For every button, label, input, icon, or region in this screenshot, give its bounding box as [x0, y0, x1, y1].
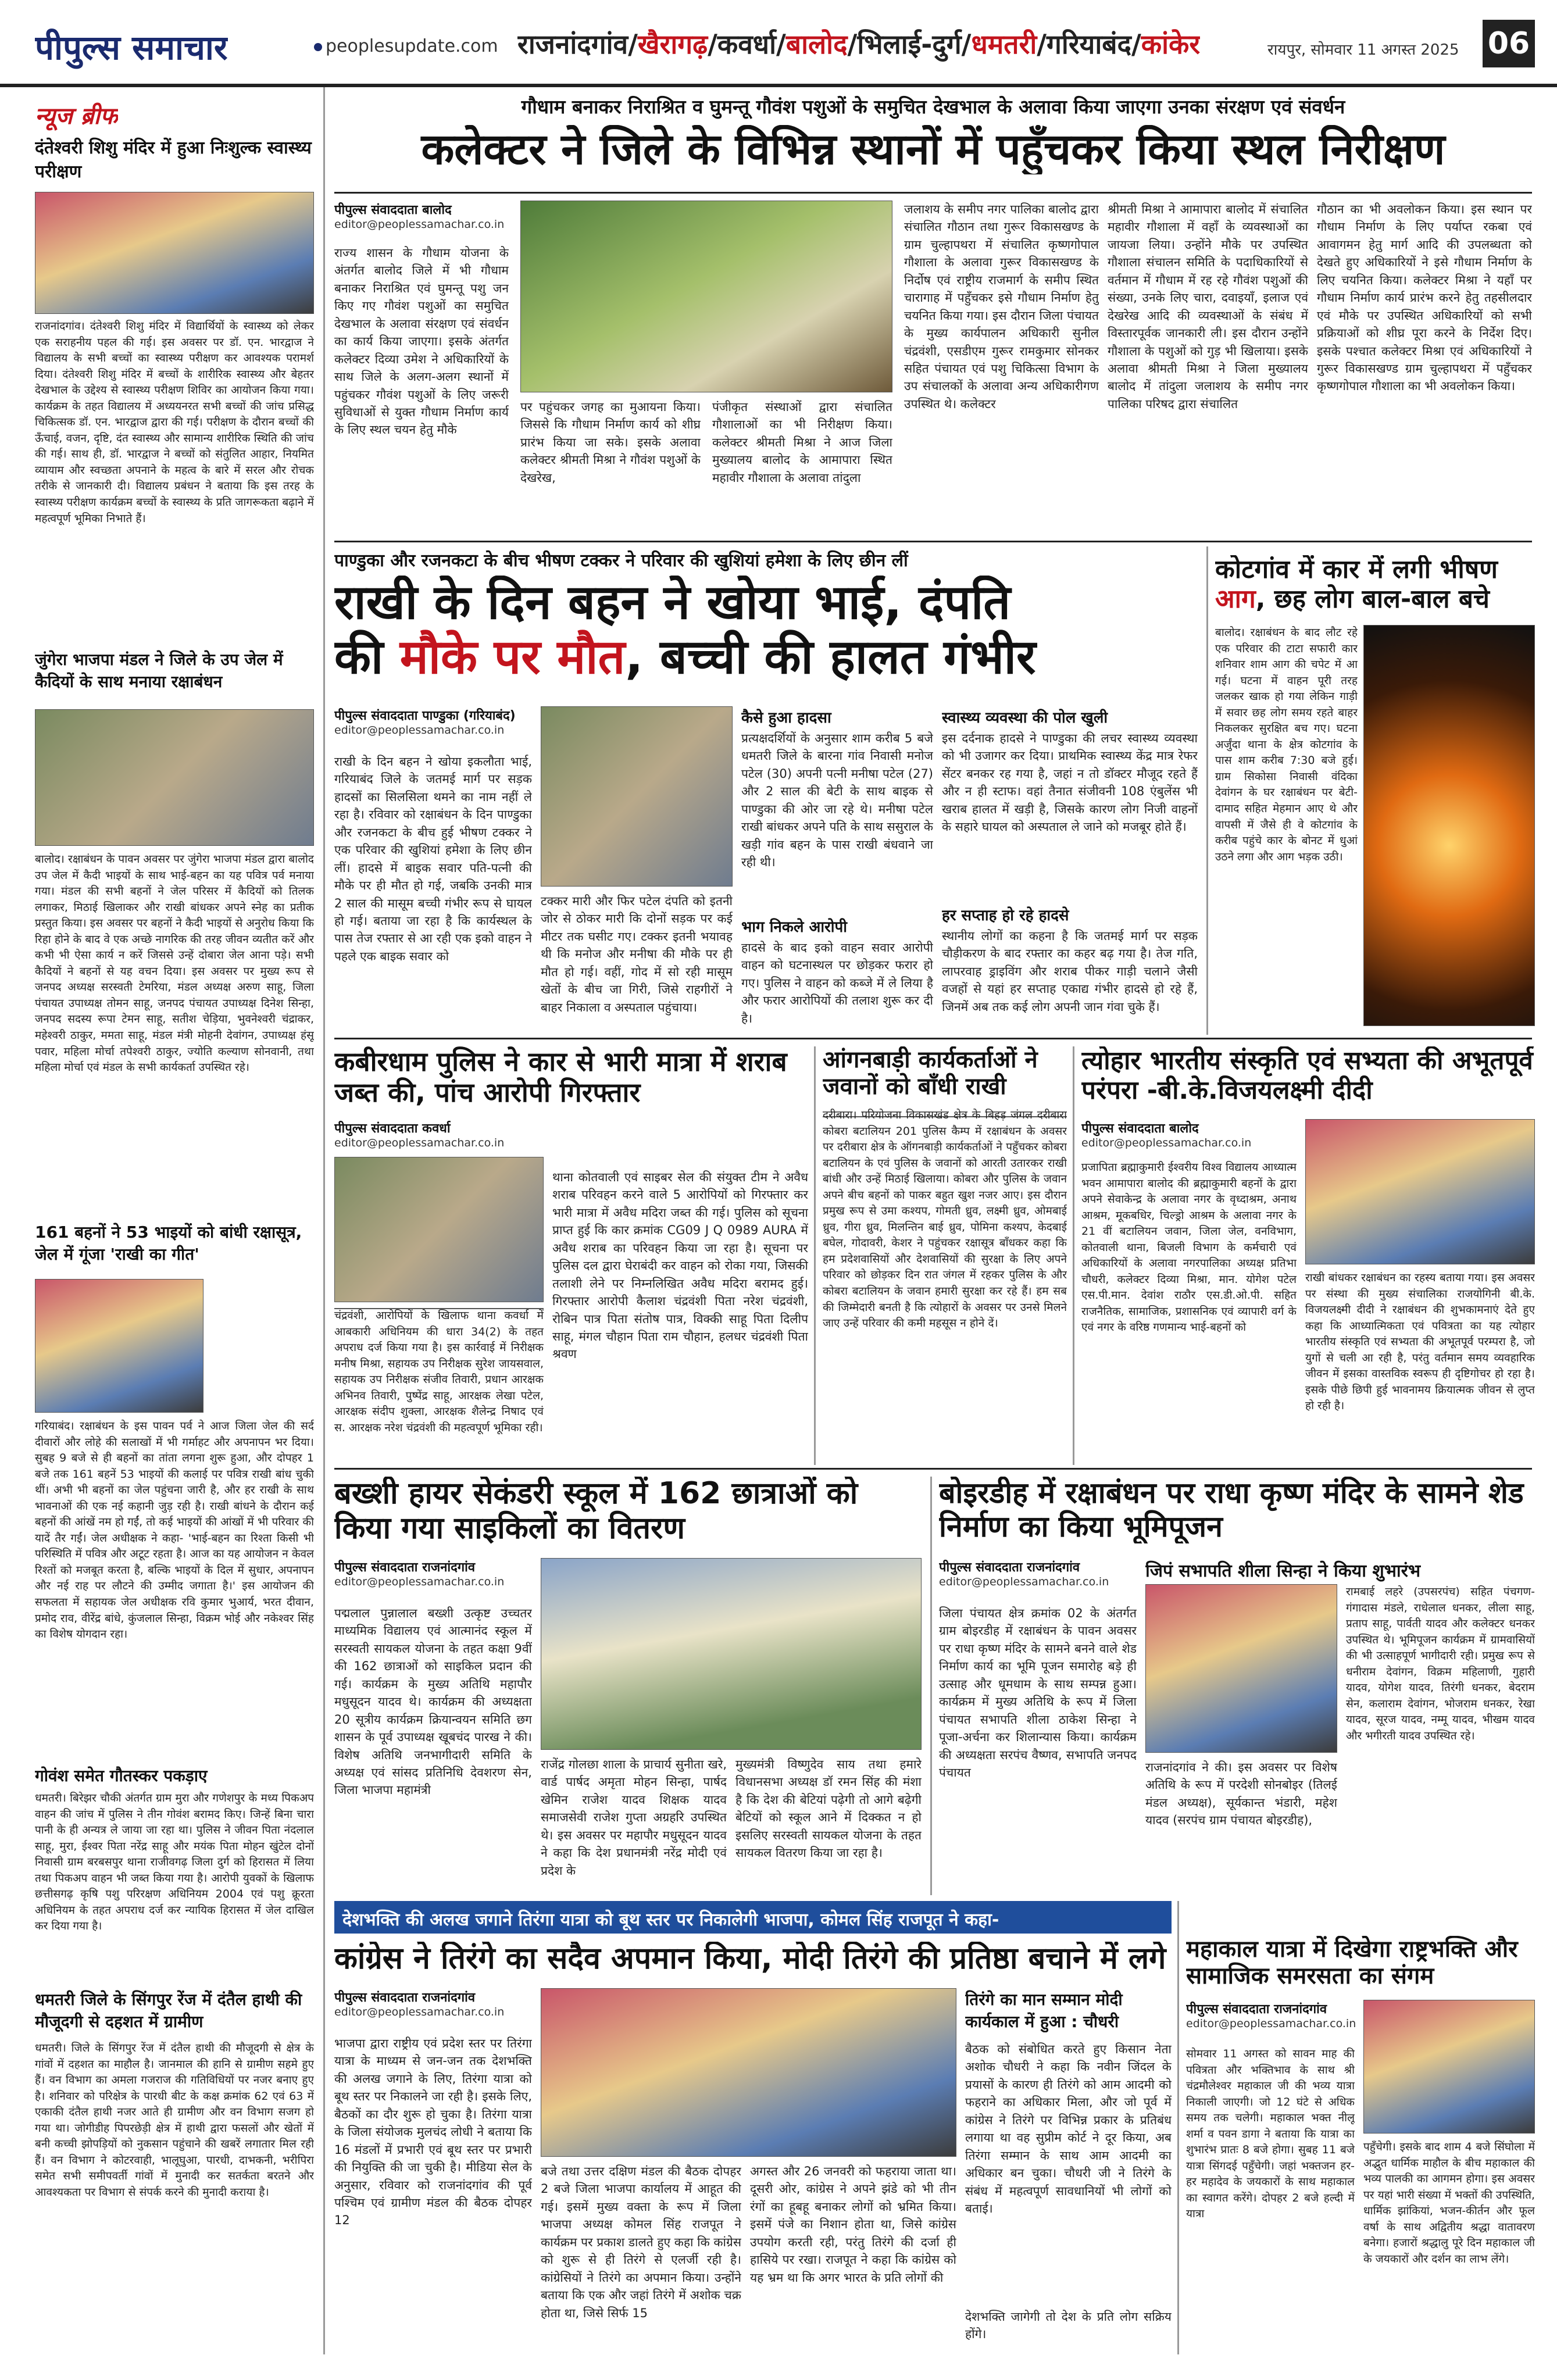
headline-highlight: मौके पर मौत [399, 630, 626, 685]
city: /कवर्धा/ [708, 28, 786, 60]
website-url[interactable] [314, 36, 498, 56]
story-column: राज्य शासन के गौधाम योजना के अंतर्गत बालोद जिले में भी गौधाम बनाकर निराश्रित एवं घुमन्तू पशु जन किए गए गौवंश पशुओं का समुचित देखभाल के अलावा संरक्षण एवं संवर्धन का कार्य किया जाएगा। इसके अंतर्गत कलेक्टर दिव्या उमेश ने अधिकारियों के साथ जिले के अलग-अलग स्थानों में पहुंचकर गौवंश पशुओं के लिए जरूरी सुविधाओं से युक्त गौधाम निर्माण कार्य के लिए स्थल चयन हेतु मौके [334, 246, 509, 437]
story-headline: आंगनबाड़ी कार्यकर्ताओं ने जवानों को बाँधी राखी [823, 1046, 1038, 1100]
byline-text: पीपुल्स संवाददाता राजनांदगांव [939, 1560, 1080, 1575]
story-column: गौठान का भी अवलोकन किया। इस स्थान पर गौधाम निर्माण के लिए पर्याप्त रकबा एवं आवागमन हेतु मार्ग आदि की उपलब्धता को देखते हुए अधिकारियों ने इसे गौधाम निर्माण के लिए चयनित किया। कलेक्टर मिश्रा ने यहाँ पर गौधाम निर्माण कार्य प्रारंभ करने हेतु तहसीलदार एवं मौके पर उपस्थित अधिकारियों को सभी प्रक्रियाओं को शीघ्र पूरा करने के निर्देश दिए। इसके पश्चात कलेक्टर मिश्रा एवं अधिकारियों ने गुरूर विकासखण्ड ग्राम चुल्हापथरा में पहुँचकर कृष्णगोपाल गौशाला का भी अवलोकन किया। [1317, 202, 1532, 394]
subheading: तिरंगे का मान सम्मान मोदी कार्यकाल में हुआ : चौधरी [965, 1990, 1123, 2031]
byline-email[interactable]: editor@peoplessamachar.co.in [1186, 2017, 1356, 2030]
byline [334, 1119, 660, 1149]
story-headline [334, 576, 1206, 685]
bjp-meeting-photo [541, 1988, 956, 2157]
story-column: बैठक को संबोधित करते हुए किसान नेता अशोक चौधरी ने कहा कि नवीन जिंदल के प्रयासों के कारण ही तिरंगे को आम आदमी को फहराने का अधिकार मिला, और जो पूर्व में कांग्रेस ने तिरंगे पर विभिन्न प्रकार के प्रतिबंध लगाया था वह सुप्रीम कोर्ट ने दूर किया, अब तिरंगा सम्मान के साथ आम आदमी का अधिकार बन चुका। चौधरी जी ने तिरंगे के संबंध में महत्वपूर्ण सावधानियों भी लोगों को बताई। [965, 2042, 1172, 2215]
byline-text: पीपुल्स संवाददाता कवर्धा [334, 1121, 451, 1136]
byline-text: पीपुल्स संवाददाता राजनांदगांव [334, 1560, 476, 1575]
byline [939, 1558, 1137, 1588]
city: खैरागढ़ [637, 28, 708, 60]
story-column: स्थानीय लोगों का कहना है कि जतमई मार्ग पर सड़क चौड़ीकरण के बाद रफ्तार का कहर बढ़ गया है। तेज गति, लापरवाह ड्राइविंग और शराब पीकर गाड़ी चलाने जैसी वजहों से यहां हर सप्ताह एकाद्य गंभीर हादसे हो रहे हैं, जिनमें अब तक कई लोग अपनी जान गंवा चुके हैं। [942, 929, 1198, 1014]
headline-part: , छह लोग बाल-बाल बचे [1255, 584, 1490, 614]
story-column: दरीबारा। परियोजना विकासखंड क्षेत्र के बिहड़ जंगल दरीबारा कोबरा बटालियन 201 पुलिस कैम्प में रक्षाबंधन के अवसर पर दरीबारा क्षेत्र के ऑगनबाड़ी कार्यकर्ताओं ने पहुँचकर कोबरा बटालियन के एवं पुलिस के जवानों को आरती उतारकर राखी बांधी और उन्हें मिठाई खिलाया। कोबरा और पुलिस के जवान अपने बीच बहनों को पाकर बहुत खुश नजर आए। इस दौरान प्रमुख रूप से उमा कश्यप, गोमती ध्रुव, लक्ष्मी ध्रुव, ओमबाई ध्रुव, गीरा ध्रुव, मिलन्तिन बाई ध्रुव, पोमिना कश्यप, केदबाई बघेल, गोदावरी, केशर ने पहुंचकर रक्षासूत्र बाँधकर कहा कि हम प्रदेशवासियों और देशवासियों की सुरक्षा के लिए अपने परिवार को छोड़कर दिन रात जंगल में रहकर पुलिस के और कोबरा बटालियन के जवान हमारी सुरक्षा कर रहे हैं। हम सब की जिम्मेदारी बनती है कि त्योहारों के अवसर पर उनसे मिलने जाए उन्हें परिवार की कमी महसूस न होने दें। [823, 1109, 1067, 1330]
story-column: पंजीकृत संस्थाओं द्वारा संचालित गौशालाओं का भी निरीक्षण किया। कलेक्टर श्रीमती मिश्रा ने आज जिला मुख्यालय बालोद के आमापारा स्थित महावीर गौशाला के अलावा तांदुला [712, 400, 892, 485]
story-column: पहुँचेगी। इसके बाद शाम 4 बजे सिंघोला में अद्भुत धार्मिक माहौल के बीच महाकाल की भव्य पालकी का आगमन होगा। इस अवसर पर यहां भारी संख्या में भक्तों की उपस्थिति, धार्मिक झांकियां, भजन-कीर्तन और फूल वर्षा के साथ अद्वितीय श्रद्धा वातावरण बनेगा। हजारों श्रद्धालु पूरे दिन महाकाल जी के जयकारों और दर्शन का लाभ लेंगे। [1363, 2140, 1535, 2265]
headline-part: कोटगांव में कार में लगी भीषण [1215, 555, 1498, 584]
byline [334, 1988, 532, 2018]
byline-email[interactable]: editor@peoplessamachar.co.in [334, 218, 505, 231]
headline-part: , बच्ची की हालत गंभीर [625, 630, 1036, 685]
story-kicker: गौधाम बनाकर निराश्रित व घुमन्तू गौवंश पशुओं के समुचित देखभाल के अलावा किया जाएगा उनका संरक्षण एवं संवर्धन [521, 95, 1345, 118]
collector-inspection-photo [520, 201, 892, 392]
story-column: जिला पंचायत क्षेत्र क्रमांक 02 के अंतर्गत ग्राम बोइरडीह में रक्षाबंधन के पावन अवसर पर राधा कृष्ण मंदिर के सामने बनने वाले शेड निर्माण कार्य का भूमि पूजन समारोह बड़े ही उत्साह और धूमधाम के साथ सम्पन्न हुआ। कार्यक्रम में मुख्य अतिथि के रूप में जिला पंचायत सभापति शीला ठाकेश सिन्हा ने पूजा-अर्चना कर शिलान्यास किया। कार्यक्रम की अध्यक्षता सरपंच वैष्णव, सभापति जनपद पंचायत [939, 1606, 1137, 1779]
byline-email[interactable]: editor@peoplessamachar.co.in [334, 2006, 505, 2018]
byline [334, 706, 532, 737]
city: धमतरी [971, 28, 1037, 60]
byline [334, 1558, 532, 1588]
brief-headline: गोवंश समेत गौतस्कर पकड़ाए [35, 1766, 208, 1785]
byline [334, 201, 509, 231]
story-column: थाना कोतवाली एवं साइबर सेल की संयुक्त टीम ने अवैध शराब परिवहन करने वाले 5 आरोपियों को गिरफ्तार कर भारी मात्रा में अवैध मदिरा जब्त की गई। पुलिस को सूचना प्राप्त हुई कि कार क्रमांक CG09 J Q 0989 AURA में अवैध शराब का परिवहन किया जा रहा है। सूचना पर पुलिस दल द्वारा घेराबंदी कर वाहन को रोका गया, जिसकी तलाशी लेने पर निम्नलिखित अवैध मदिरा बरामद हुई। गिरफ्तार आरोपी कैलाश चंद्रवंशी पिता नरेश चंद्रवंशी, रोबिन पात्र पिता संतोष पात्र, विक्की साहू पिता दिलीप साहू, मंगल चौहान पिता राम चौहान, हलधर चंद्रवंशी पिता श्रवण [552, 1170, 808, 1361]
cycle-distribution-photo [541, 1558, 922, 1750]
brief-text: धमतरी। बिरेझर चौकी अंतर्गत ग्राम मुरा और गणेशपुर के मध्य पिकअप वाहन की जांच में पुलिस ने तीन गोवंश बरामद किए। जिन्हें बिना चारा पानी के ही अन्यत्र ले जाया जा रहा था। पुलिस ने जीवन पिता नंदलाल साहू, मुरा, ईश्वर पिता नरेंद्र साहू और मयंक पिता मोहन खुंटेल दोनों निवासी ग्राम बरबसपुर थाना राजीवगढ़ जिला दुर्ग को हिरासत में लिया तथा पिकअप वाहन भी जब्त किया गया है। आरोपी युवकों के खिलाफ छत्तीसगढ़ कृषि पशु परिरक्षण अधिनियम 2004 एवं पशु क्रूरता अधिनियम के तहत अपराध दर्ज कर न्यायिक हिरासत में जेल दाखिल कर दिया गया है। [35, 1792, 314, 1933]
brief-headline: धमतरी जिले के सिंगपुर रेंज में दंतैल हाथी की मौजूदगी से दहशत में ग्रामीण [35, 1990, 302, 2031]
city: राजनांदगांव/ [517, 28, 638, 60]
website-url-text: peoplesupdate.com [326, 36, 498, 56]
story-column: पद्मलाल पुन्नालाल बख्शी उत्कृष्ट उच्चतर माध्यमिक विद्यालय एवं आत्मानंद स्कूल में सरस्वती सायकल योजना के तहत कक्षा 9वीं की 162 छात्राओं को साइकिल प्रदान की गई। कार्यक्रम के मुख्य अतिथि महापौर मधुसूदन यादव थे। कार्यक्रम की अध्यक्षता 20 सूत्रीय कार्यक्रम क्रियान्वयन समिति छग शासन के पूर्व उपाध्यक्ष खूबचंद पारख ने की। विशेष अतिथि जनभागीदारी समिति के अध्यक्ष एवं सांसद प्रतिनिधि देवशरण सेन, जिला भाजपा महामंत्री [334, 1606, 532, 1797]
car-fire-photo [1363, 625, 1535, 1026]
story-column: इस दर्दनाक हादसे ने पाण्डुका की लचर स्वास्थ्य व्यवस्था को भी उजागर कर दिया। प्राथमिक स्वास्थ्य केंद्र मात्र रेफर सेंटर बनकर रह गया है, जहां न तो डॉक्टर मौजूद रहते हैं और न ही स्टाफ। वहां तैनात संजीवनी 108 एंबुलेंस भी खराब हालत में खड़ी है, जिसके कारण लोग निजी वाहनों के सहारे घायल को अस्पताल ले जाने को मजबूर होते हैं। [942, 731, 1198, 834]
divider [334, 192, 1532, 194]
byline-text: पीपुल्स संवाददाता बालोद [1081, 1121, 1199, 1136]
story-column: टक्कर मारी और फिर पटेल दंपति को इतनी जोर से ठोकर मारी कि दोनों सड़क पर कई मीटर तक घसीट गए। टक्कर इतनी भयावह थी कि मनोज और मनीषा की मौके पर ही मौत हो गई। वहीं, गोद में सो रही मासूम खेतों के बीच जा गिरी, जिसे राहगीरों ने बाहर निकाला व अस्पताल पहुंचाया। [541, 894, 733, 1014]
story-headline: महाकाल यात्रा में दिखेगा राष्ट्रभक्ति और सामाजिक समरसता का संगम [1186, 1936, 1518, 1989]
story-headline: बोइरडीह में रक्षाबंधन पर राधा कृष्ण मंदिर के सामने शेड निर्माण का किया भूमिपूजन [939, 1477, 1524, 1543]
jail-rakhi-photo-2 [35, 1279, 203, 1413]
byline-email[interactable]: editor@peoplessamachar.co.in [334, 724, 505, 737]
byline-email[interactable]: editor@peoplessamachar.co.in [1081, 1137, 1252, 1149]
column-divider [1206, 546, 1208, 1035]
story-column: बालोद। रक्षाबंधन के बाद लौट रहे एक परिवार की टाटा सफारी कार शनिवार शाम आग की चपेट में आ गई। घटना में वाहन पूरी तरह जलकर खाक हो गया लेकिन गाड़ी में सवार छह लोग समय रहते बाहर निकलकर सुरक्षित बच गए। घटना अर्जुंदा थाना के क्षेत्र कोटगांव के पास शाम करीब 7:30 बजे हुई। ग्राम सिकोसा निवासी वंदिका देवांगन के घर रक्षाबंधन पर बेटी-दामाद सहित मेहमान आए थे और वापसी में जैसे ही वे कोटगांव के करीब पहुंचे कार के बोनट में धुआं उठने लगा और आग भड़क उठी। [1215, 626, 1358, 863]
city: बालोद [785, 28, 848, 60]
story-column: राखी के दिन बहन ने खोया इकलौता भाई, गरियाबंद जिले के जतमई मार्ग पर सड़क हादसों का सिलसिला थमने का नाम नहीं ले रहा है। रविवार को रक्षाबंधन के दिन पाण्डुका और रजनकटा के बीच हुई भीषण टक्कर ने एक परिवार की खुशियां हमेशा के लिए छीन लीं। हादसे में बाइक सवार पति-पत्नी की मौके पर ही मौत हो गई, जबकि उनकी मात्र 2 साल की मासूम बच्ची गंभीर रूप से घायल हो गई। बताया जा रहा है कि कार्यस्थल के पास तेज रफ्तार से आ रही एक इको वाहन ने पहले एक बाइक सवार को [334, 755, 532, 963]
story-column: देशभक्ति जागेगी तो देश के प्रति लोग सक्रिय होंगे। [965, 2310, 1172, 2342]
brief-text: राजनांदगांव। दंतेश्वरी शिशु मंदिर में विद्यार्थियों के स्वास्थ्य को लेकर एक सराहनीय पहल की गई। इस अवसर पर डॉ. एन. भारद्वाज ने विद्यालय के सभी बच्चों का स्वास्थ्य परीक्षण कर आवश्यक परामर्श दिया। दंतेश्वरी शिशु मंदिर में बच्चों के शारीरिक स्वास्थ्य और बेहतर देखभाल के उद्देश्य से स्वास्थ्य परीक्षण शिविर का आयोजन किया गया। कार्यक्रम के तहत विद्यालय में अध्ययनरत सभी बच्चों की जांच प्रसिद्ध चिकित्सक डॉ. एन. भारद्वाज द्वारा की गई। परीक्षण के दौरान बच्चों की ऊँचाई, वजन, दृष्टि, दंत स्वास्थ्य और सामान्य शारीरिक स्थिति की जांच की गई। साथ ही, डॉ. भारद्वाज ने बच्चों को संतुलित आहार, नियमित व्यायाम और स्वच्छता अपनाने के महत्व के बारे में सरल और रोचक तरीके से जानकारी दी। विद्यालय प्रबंधन ने बताया कि इस तरह के स्वास्थ्य परीक्षण कार्यक्रम बच्चों के स्वास्थ्य के प्रति जागरूकता बढ़ाने में महत्वपूर्ण भूमिका निभाते हैं। [35, 320, 314, 525]
story-column: राखी बांधकर रक्षाबंधन का रहस्य बताया गया। इस अवसर पर संस्था की मुख्य संचालिका राजयोगिनी बी.के. विजयलक्ष्मी दीदी ने रक्षाबंधन की शुभकामनाएं देते हुए कहा कि आध्यात्मिकता एवं पवित्रता का यह त्योहार भारतीय संस्कृति एवं सभ्यता की अभूतपूर्व परम्परा है, जो युगों से चली आ रही है, परंतु वर्तमान समय व्यवहारिक जीवन में इसका वास्तविक स्वरूप ही दृष्टिगोचर हो रहा है। इसके पीछे छिपी हुई भावनामय क्रियात्मक जीवन से लुप्त हो रही है। [1305, 1271, 1535, 1413]
brief-headline: जुंगेरा भाजपा मंडल ने जिले के उप जेल में कैदियों के साथ मनाया रक्षाबंधन [35, 650, 283, 691]
column-divider [1073, 1046, 1074, 1465]
brief-text: गरियाबंद। रक्षाबंधन के इस पावन पर्व ने आज जिला जेल की सर्द दीवारों और लोहे की सलाखों में भी गर्माहट और अपनापन भर दिया। सुबह 9 बजे से ही बहनों का तांता लगना शुरू हुआ, और दोपहर 1 बजे तक 161 बहनें 53 भाइयों की कलाई पर पवित्र राखी बांध चुकी थीं। अभी भी बहनों का जेल पहुंचना जारी है, और हर राखी के साथ भावनाओं की एक नई कहानी जुड़ रही है। राखी बांधने के दौरान कई बहनों की आंखें नम हो गईं, तो कई भाइयों की आंखों में भी परिवार की यादें तैर गईं। जेल अधीक्षक ने कहा- 'भाई-बहन का रिश्ता किसी भी परिस्थिति में पवित्र और अटूट रहता है। आज का यह आयोजन न केवल रिश्तों को मजबूत करता है, बल्कि भाइयों के दिल में सुधार, अपनापन और नई राह पर लौटने की उम्मीद जगाता है।' इस आयोजन की सफलता में सहायक जेल अधीक्षक रवि कुमार भुआर्य, भरत दीवान, प्रमोद राव, वीरेंद्र बांधे, कुंजलाल सिन्हा, विक्रम भोई और नकेश्वर सिंह का विशेष योगदान रहा। [35, 1420, 314, 1641]
headline-highlight: आग [1215, 584, 1256, 614]
story-headline: त्योहार भारतीय संस्कृति एवं सभ्यता की अभूतपूर्व परंपरा -बी.के.विजयलक्ष्मी दीदी [1081, 1046, 1533, 1105]
story-headline [1215, 555, 1535, 614]
byline-email[interactable]: editor@peoplessamachar.co.in [334, 1575, 505, 1588]
story-column: श्रीमती मिश्रा ने आमापारा बालोद में संचालित महावीर गौशाला में वहाँ के व्यवस्थाओं का जायजा लिया। उन्होंने मौके पर उपस्थित गौशाला संचालन समिति के पदाधिकारियों से वर्तमान में गौधाम में रह रहे गौवंश पशुओं की संख्या, उनके लिए चारा, दवाइयाँ, इलाज एवं देखरेख आदि की व्यवस्थाओं के संबंध में विस्तारपूर्वक जानकारी ली। इस दौरान उन्होंने गौशाला के पशुओं को गुड़ भी खिलाया। इसके अलावा श्रीमती मिश्रा ने जिला मुख्यालय बालोद में तांदुला जलाशय के समीप नगर पालिका परिषद द्वारा संचालित [1108, 202, 1308, 411]
story-column: बजे तथा उत्तर दक्षिण मंडल की बैठक दोपहर 2 बजे जिला भाजपा कार्यालय में आहूत की गई। इसमें मुख्य वक्ता के रूप में जिला भाजपा अध्यक्ष कोमल सिंह राजपूत ने कार्यक्रम पर प्रकाश डालते हुए कहा कि कांग्रेस को शुरू से ही तिरंगे से एलर्जी रही है। कांग्रेसियों ने तिरंगे का अपमान किया। उन्होंने बताया कि एक और जहां तिरंगे में अशोक चक्र होता था, जिसे सिर्फ 15 [541, 2164, 741, 2320]
column-divider [930, 1477, 932, 1895]
story-column: राजेंद्र गोलछा शाला के प्राचार्य सुनीता खरे, वार्ड पार्षद अमृता मोहन सिन्हा, पार्षद खेमिन राजेश यादव शिक्षक यादव समाजसेवी राजेश गुप्ता अग्रहरि उपस्थित थे। इस अवसर पर महापौर मधुसूदन यादव ने कहा कि देश प्रधानमंत्री नरेंद्र मोदी एवं प्रदेश के [541, 1757, 727, 1878]
story-column: चंद्रवंशी, आरोपियों के खिलाफ थाना कवर्धा में आबकारी अधिनियम की धारा 34(2) के तहत अपराध दर्ज किया गया है। इस कार्रवाई में निरीक्षक मनीष मिश्रा, सहायक उप निरीक्षक सुरेश जायसवाल, सहायक उप निरीक्षक संजीव तिवारी, प्रधान आरक्षक अभिनव तिवारी, पुष्पेंद्र साहू, आरक्षक लेखा पटेल, आरक्षक संदीप शुक्ला, आरक्षक शैलेन्द्र निषाद एवं स. आरक्षक नरेश चंद्रवंशी की महत्वपूर्ण भूमिका रही। [334, 1309, 544, 1434]
column-divider [323, 87, 325, 2354]
subheading: भाग निकले आरोपी [741, 919, 847, 936]
story-column: प्रत्यक्षदर्शियों के अनुसार शाम करीब 5 बजे धमतरी जिले के बारना गांव निवासी मनोज पटेल (30) अपनी पत्नी मनीषा पटेल (27) और 2 साल की बेटी के साथ बाइक से पाण्डुका की ओर जा रहे थे। मनीषा पटेल राखी बांधकर अपने पति के साथ ससुराल के खड़ी गांव बहन के पास राखी बंधवाने जा रही थी। [741, 731, 933, 870]
subheading: जिपं सभापति शीला सिन्हा ने किया शुभारंभ [1145, 1561, 1421, 1581]
divider [334, 1038, 1532, 1039]
divider [334, 1468, 1532, 1470]
liquor-seizure-photo [334, 1157, 544, 1302]
story-headline: कबीरधाम पुलिस ने कार से भारी मात्रा में शराब जब्त की, पांच आरोपी गिरफ्तार [334, 1046, 787, 1108]
story-headline: कांग्रेस ने तिरंगे का सदैव अपमान किया, मोदी तिरंगे की प्रतिष्ठा बचाने में लगे [334, 1942, 1166, 1976]
divider [334, 541, 1532, 542]
city: /भिलाई-दुर्ग/ [847, 28, 972, 60]
issue-date: रायपुर, सोमवार 11 अगस्त 2025 [1267, 41, 1459, 59]
story-column: रामबाई लहरे (उपसरपंच) सहित पंचगण-गंगादास मंडले, राधेलाल धनकर, लीला साहू, प्रताप साहू, पार्वती यादव और कलेक्टर धनकर उपस्थित थे। भूमिपूजन कार्यक्रम में ग्रामवासियों की भी उत्साहपूर्ण भागीदारी रही। प्रमुख रूप से धनीराम देवांगन, विक्रम महिलाणी, गुहारी यादव, योगेश यादव, तिरंगी धनकर, बेदराम सेन, कलाराम देवांगन, भोजराम धनकर, रेखा यादव, सूरज यादव, नम्मू यादव, भीखम यादव और भगीरती यादव उपस्थित रहे। [1346, 1585, 1535, 1742]
jail-rakhi-photo [35, 709, 314, 846]
story-column: जलाशय के समीप नगर पालिका बालोद द्वारा संचालित गौठान तथा गुरूर विकासखण्ड के ग्राम चुल्हापथरा में संचालित कृष्णगोपाल गौशाला के अलावा गुरूर विकासखण्ड के निर्दोष एवं राष्ट्रीय राजमार्ग के समीप स्थित चारागाह में पहुँचकर इसे गौधाम निर्माण हेतु चयनित किया गया। इस दौरान जिला पंचायत के मुख्य कार्यपालन अधिकारी सुनील चंद्रवंशी, एसडीएम गुरूर रामकुमार सोनकर सहित पंचायत एवं पशु चिकित्सा विभाग के उप संचालकों के अलावा अन्य अधिकारीगण उपस्थित थे। कलेक्टर [904, 202, 1099, 411]
bhoomipujan-photo [1145, 1584, 1337, 1753]
accident-photo [541, 706, 733, 887]
city: /गरियाबंद/ [1037, 28, 1141, 60]
column-divider [814, 1046, 816, 1465]
story-kicker: पाण्डुका और रजनकटा के बीच भीषण टक्कर ने परिवार की खुशियां हमेशा के लिए छीन लीं [334, 551, 908, 571]
byline-text: पीपुल्स संवाददाता पाण्डुका (गरियाबंद) [334, 709, 516, 723]
school-health-photo [35, 192, 314, 314]
story-column: हादसे के बाद इको वाहन सवार आरोपी वाहन को घटनास्थल पर छोड़कर फरार हो गए। पुलिस ने वाहन को कब्जे में ले लिया है और फरार आरोपियों की तलाश शुरू कर दी है। [741, 941, 933, 1025]
byline [1081, 1119, 1302, 1149]
brief-headline: 161 बहनों ने 53 भाइयों को बांधी रक्षासूत्र, जेल में गूंजा 'राखी का गीत' [35, 1223, 302, 1264]
city: कांकेर [1141, 28, 1201, 60]
headline-part: राखी के दिन बहन ने खोया भाई, दंपति [334, 576, 1011, 630]
byline-text: पीपुल्स संवाददाता बालोद [334, 203, 452, 217]
edition-cities [517, 26, 1200, 62]
brief-text: बालोद। रक्षाबंधन के पावन अवसर पर जुंगेरा भाजपा मंडल द्वारा बालोद उप जेल में कैदी भाइयों के साथ भाई-बहन का यह पवित्र पर्व मनाया गया। मंडल की सभी बहनों ने जेल परिसर में कैदियों को तिलक लगाकर, मिठाई खिलाकर और राखी बांधकर अपने स्नेह का प्रतीक प्रस्तुत किया। इस अवसर पर बहनों ने कैदी भाइयों से अनुरोध किया कि रिहा होने के बाद वे एक अच्छे नागरिक की तरह जीवन व्यतीत करें और कभी भी ऐसा कार्य न करें जिससे उन्हें दोबारा जेल आना पड़े। सभी कैदियों ने बहनों से यह वचन दिया। इस अवसर पर मुख्य रूप से जनपद अध्यक्ष सरस्वती टेमरिया, मंडल अध्यक्ष अरुण साहू, जिला पंचायत उपाध्यक्ष तोमन साहू, जनपद पंचायत उपाध्यक्ष दिनेश सिन्हा, जनपद सदस्य रूपा टेमन साहू, सतीश चेड़िया, भुवनेश्वरी चंद्राकर, महेश्वरी ठाकुर, ममता साहू, मंडल मंत्री मोहनी देवांगन, उपाध्यक्ष हंसू पवार, महिला मोर्चा तपेश्वरी ठाकुर, ज्योति कल्याण सोनवानी, तथा महिला मोर्चा एवं मंडल के सभी कार्यकर्ता उपस्थित रहे। [35, 853, 314, 1074]
byline-text: पीपुल्स संवाददाता राजनांदगांव [1186, 2002, 1327, 2017]
brief-text: धमतरी। जिले के सिंगपुर रेंज में दंतैल हाथी की मौजूदगी से क्षेत्र के गांवों में दहशत का माहौल है। जानमाल की हानि से ग्रामीण सहमे हुए हैं। वन विभाग का अमला गजराज की गतिविधियों पर नजर बनाए हुए है। शनिवार को परिक्षेत्र के पारधी बीट के कक्ष क्रमांक 62 एवं 63 में एकाकी दंतैल हाथी नजर आते ही ग्रामीण और वन विभाग सजग हो गया था। जोगीडीह पिपरछेड़ी क्षेत्र में हाथी द्वारा फसलों और खेतों में बनी कच्ची झोपड़ियों को नुकसान पहुंचाने की खबरें लगातार मिल रही हैं। वन विभाग ने कोटरवाही, भालूघुआ, पारधी, दाभकनी, भरीपिरा समेत सभी समीपवर्ती गांवों में मुनादी कर सतर्कता बरतने और आवश्यकता पर विभाग से संपर्क करने की मुनादी कराया है। [35, 2042, 314, 2199]
column-divider [1177, 1901, 1179, 2354]
story-column: भाजपा द्वारा राष्ट्रीय एवं प्रदेश स्तर पर तिरंगा यात्रा के माध्यम से जन-जन तक देशभक्ति की अलख जगाने के लिए, तिरंगा यात्रा को बूथ स्तर पर निकालने जा रही है। इसके लिए, बैठकों का दौर शुरू हो चुका है। तिरंगा यात्रा के जिला संयोजक मुलचंद लोधी ने बताया कि 16 मंडलों में प्रभारी एवं बूथ स्तर पर प्रभारी की नियुक्ति की जा चुकी है। मीडिया सेल के अनुसार, रविवार को राजनांदगांव की पूर्व पश्चिम एवं ग्रामीण मंडल की बैठक दोपहर 12 [334, 2036, 532, 2228]
bk-rakhi-photo [1305, 1119, 1535, 1264]
globe-icon [314, 43, 322, 51]
story-headline: कलेक्टर ने जिले के विभिन्न स्थानों में पहुँचकर किया स्थल निरीक्षण [421, 125, 1445, 174]
byline-email[interactable]: editor@peoplessamachar.co.in [334, 1137, 505, 1149]
headline-part: की [334, 630, 400, 685]
mahakal-yatra-photo [1363, 2000, 1535, 2134]
news-brief-label: न्यूज ब्रीफ [35, 103, 118, 130]
story-column: राजनांदगांव ने की। इस अवसर पर विशेष अतिथि के रूप में परदेशी सोनबोइर (तिलई मंडल अध्यक्ष), सूर्यकान्त भंडारी, महेश यादव (सरपंच ग्राम पंचायत बोइरडीह), [1145, 1760, 1337, 1828]
subheading: कैसे हुआ हादसा [741, 709, 831, 727]
byline-email[interactable]: editor@peoplessamachar.co.in [939, 1575, 1109, 1588]
story-column: अगस्त और 26 जनवरी को फहराया जाता था। दूसरी ओर, कांग्रेस ने अपने झंडे को भी तीन रंगों का हूबहू बनाकर लोगों को भ्रमित किया। इसमें पंजे का निशान होता था, जिसे कांग्रेस उपयोग करती रही, परंतु तिरंगे की दर्जा ही हासिये पर रखा। राजपूत ने कहा कि कांग्रेस को यह भ्रम था कि अगर भारत के प्रति लोगों की [750, 2164, 956, 2285]
page-number: 06 [1483, 20, 1535, 67]
subheading: स्वास्थ्य व्यवस्था की पोल खुली [942, 709, 1108, 727]
story-banner: देशभक्ति की अलख जगाने तिरंगा यात्रा को बूथ स्तर पर निकालेगी भाजपा, कोमल सिंह राजपूत ने कहा- [334, 1901, 1172, 1934]
story-column: सोमवार 11 अगस्त को सावन माह की पवित्रता और भक्तिभाव के साथ श्री चंद्रमौलेश्वर महाकाल जी की भव्य यात्रा निकाली जाएगी। जो 12 घंटे से अधिक समय तक चलेगी। महाकाल भक्त नीलू शर्मा व पवन डागा ने बताया कि यात्रा का शुभारंभ प्रातः 8 बजे होगा। सुबह 11 बजे यात्रा सिंगदई पहुँचेगी। जहां भक्तजन हर-हर महादेव के जयकारों के साथ महाकाल का स्वागत करेंगे। दोपहर 2 बजे हल्दी में यात्रा [1186, 2047, 1355, 2221]
story-column: पर पहुंचकर जगह का मुआयना किया। जिससे कि गौधाम निर्माण कार्य को शीघ्र प्रारंभ किया जा सके। इसके अलावा कलेक्टर श्रीमती मिश्रा ने गौवंश पशुओं के देखरेख, [520, 400, 701, 485]
newspaper-logo: पीपुल्स समाचार [35, 28, 228, 67]
story-headline: बख्शी हायर सेकंडरी स्कूल में 162 छात्राओं को किया गया साइकिलों का वितरण [334, 1477, 858, 1546]
brief-headline: दंतेश्वरी शिशु मंदिर में हुआ निःशुल्क स्वास्थ्य परीक्षण [35, 138, 312, 182]
byline-text: पीपुल्स संवाददाता राजनांदगांव [334, 1991, 476, 2005]
story-column: प्रजापिता ब्रह्माकुमारी ईश्वरीय विश्व विद्यालय आध्यात्म भवन आमापारा बालोद की ब्रह्माकुमारी बहनों के द्वारा अपने सेवाकेन्द्र के अलावा नगर के वृध्दाश्रम, अनाथ आश्रम, मूकबधिर, चिल्ड्रो आश्रम के अलावा नगर के 21 वीं बटालियन जवान, जिला जेल, वनविभाग, कोतवाली थाना, बिजली विभाग के कर्मचारी एवं अधिकारियों के अलावा नगरपालिका अध्यक्ष प्रतिभा चौधरी, कलेक्टर दिव्या मिश्रा, मान. योगेश पटेल एस.पी.मान. देवांश राठौर एस.डी.ओ.पी. सहित राजनैतिक, सामाजिक, प्रशासनिक एवं व्यापारी वर्ग के एवं नगर के वरिष्ठ गणमान्य भाई-बहनों को [1081, 1161, 1297, 1334]
subheading: हर सप्ताह हो रहे हादसे [942, 907, 1069, 924]
story-column: मुख्यमंत्री विष्णुदेव साय तथा हमारे विधानसभा अध्यक्ष डॉ रमन सिंह की मंशा है कि देश की बेटियां पढ़ेगी तो आगे बढ़ेगी बेटियों को स्कूल आने में दिक्कत न हो इसलिए सरस्वती सायकल योजना के तहत सायकल वितरण किया जा रहा है। [735, 1757, 922, 1860]
